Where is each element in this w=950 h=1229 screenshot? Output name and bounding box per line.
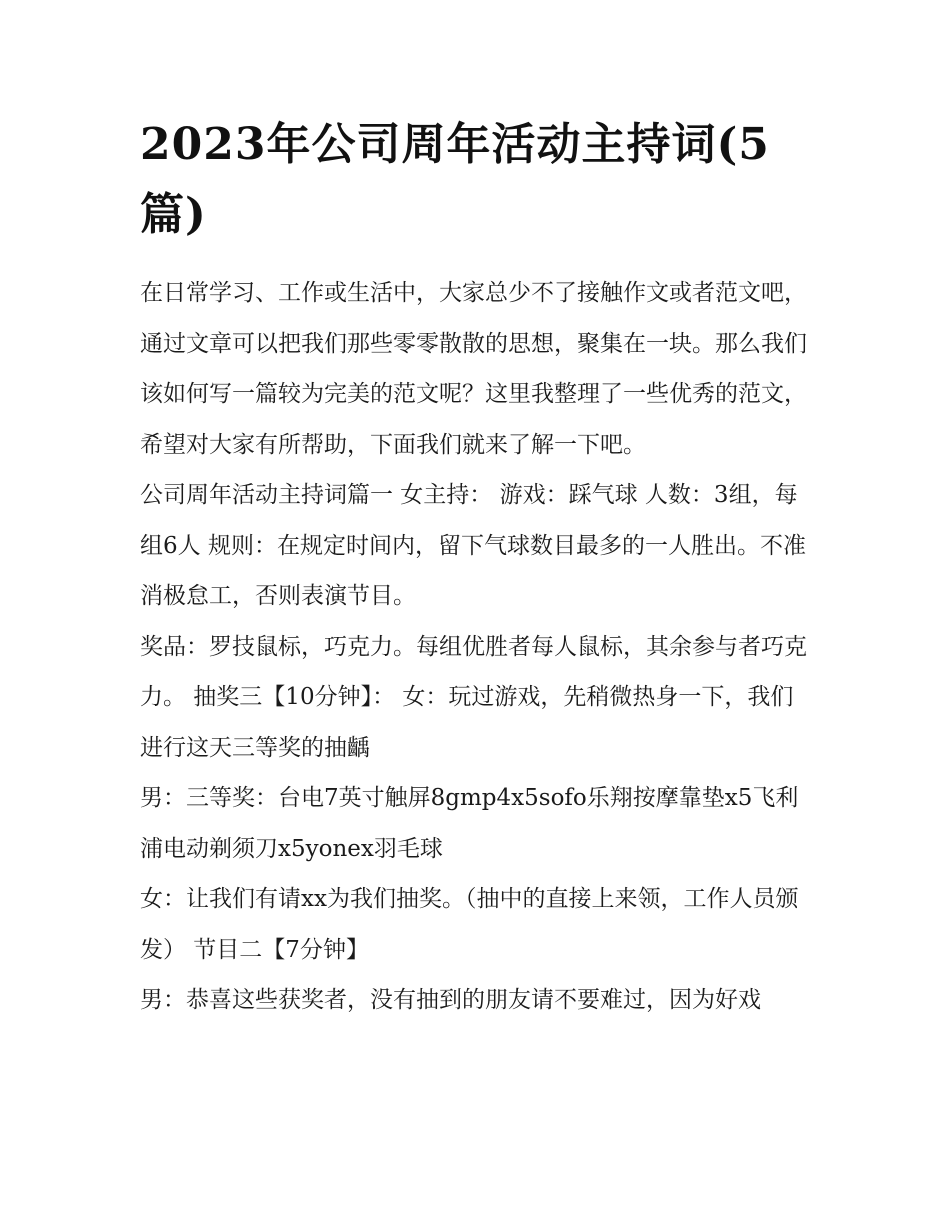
third-prize-paragraph: 男：三等奖：台电7英寸触屏8gmp4x5sofo乐翔按摩靠垫x5飞利浦电动剃须刀x5yonex羽毛球 xyxy=(140,785,799,862)
document-title: 2023年公司周年活动主持词(5篇) xyxy=(140,119,770,240)
closing-paragraph: 男：恭喜这些获奖者，没有抽到的朋友请不要难过，因为好戏 xyxy=(140,987,761,1013)
intro-paragraph: 在日常学习、工作或生活中，大家总少不了接触作文或者范文吧，通过文章可以把我们那些零零散散的思想，聚集在一块。那么我们该如何写一篇较为完美的范文呢？这里我整理了一些优秀的范文，希望对大家有所帮助，下面我们就来了解一下吧。 xyxy=(140,280,807,458)
document-body xyxy=(140,268,815,1026)
prizes-paragraph: 奖品：罗技鼠标，巧克力。每组优胜者每人鼠标，其余参与者巧克力。 抽奖三【10分钟】： 女：玩过游戏，先稍微热身一下，我们进行这天三等奖的抽齲 xyxy=(140,633,807,761)
game-rules-paragraph: 公司周年活动主持词篇一 女主持： 游戏：踩气球 人数：3组，每组6人 规则：在规定时间内，留下气球数目最多的一人胜出。不准消极怠工，否则表演节目。 xyxy=(140,482,806,609)
document-page xyxy=(140,110,815,1026)
draw-paragraph: 女：让我们有请xx为我们抽奖。（抽中的直接上来领，工作人员颁发） 节目二【7分钟】 xyxy=(140,886,799,963)
